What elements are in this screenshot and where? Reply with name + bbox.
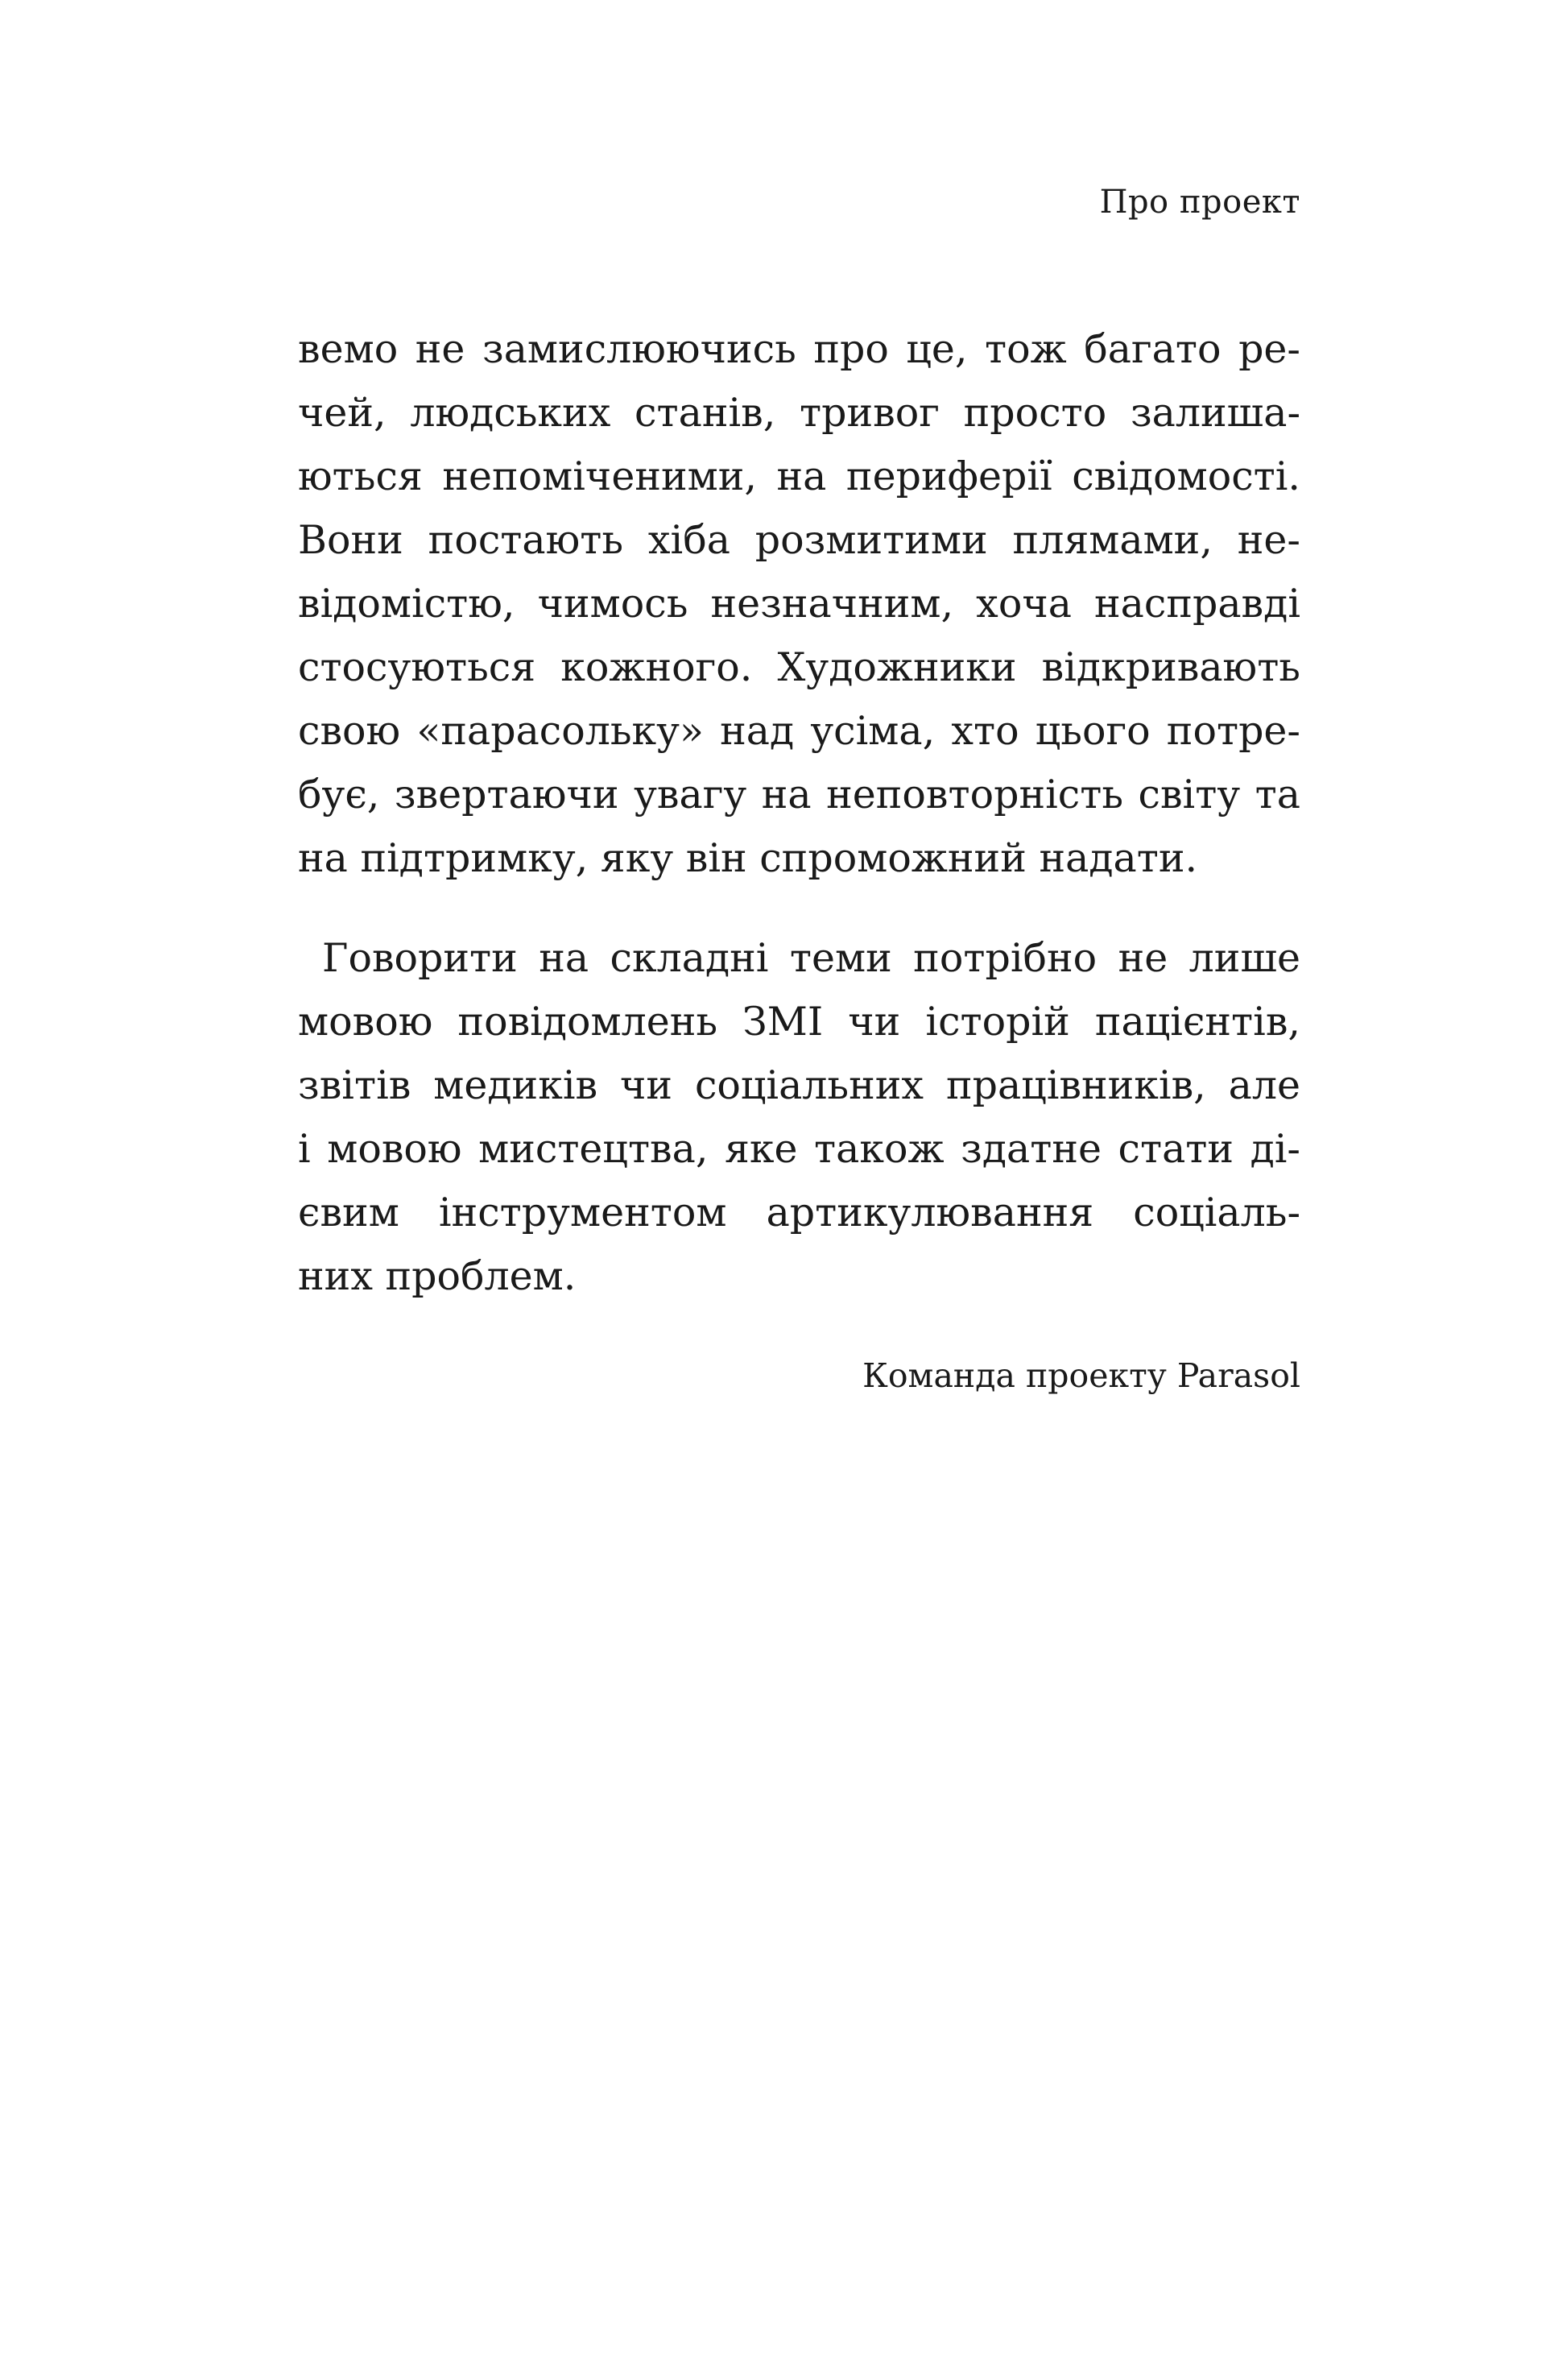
paragraph-line: стосуються кожного. Художники відкривають xyxy=(298,644,1300,690)
paragraph-line: Вони постають хіба розмитими плямами, не- xyxy=(298,517,1300,563)
paragraph-line: звітів медиків чи соціальних працівників, але xyxy=(298,1062,1300,1108)
paragraph-line: мовою повідомлень ЗМІ чи історій пацієнтів, xyxy=(298,999,1300,1045)
paragraph-line: Говорити на складні теми потрібно не лише xyxy=(322,935,1300,981)
paragraph-line: бує, звертаючи увагу на неповторність світу та xyxy=(298,772,1300,817)
paragraph-1 xyxy=(298,317,1300,890)
paragraph-2 xyxy=(298,926,1300,1308)
paragraph-line: ються непоміченими, на периферії свідомості. xyxy=(298,453,1300,499)
paragraph-line: них проблем. xyxy=(298,1253,577,1299)
paragraph-line: вемо не замислюючись про це, тож багато ре- xyxy=(298,326,1300,372)
paragraph-line: євим інструментом артикулювання соціаль- xyxy=(298,1190,1300,1236)
signature: Команда проекту Parasol xyxy=(862,1356,1300,1395)
paragraph-line: на підтримку, яку він спроможний надати. xyxy=(298,835,1198,881)
paragraph-line: свою «парасольку» над усіма, хто цього потре- xyxy=(298,708,1300,754)
paragraph-line: чей, людських станів, тривог просто залиша- xyxy=(298,390,1300,436)
paragraph-line: відомістю, чимось незначним, хоча насправді xyxy=(298,581,1300,627)
paragraph-line: і мовою мистецтва, яке також здатне стати ді- xyxy=(298,1126,1300,1172)
running-header: Про проект xyxy=(1099,184,1300,221)
